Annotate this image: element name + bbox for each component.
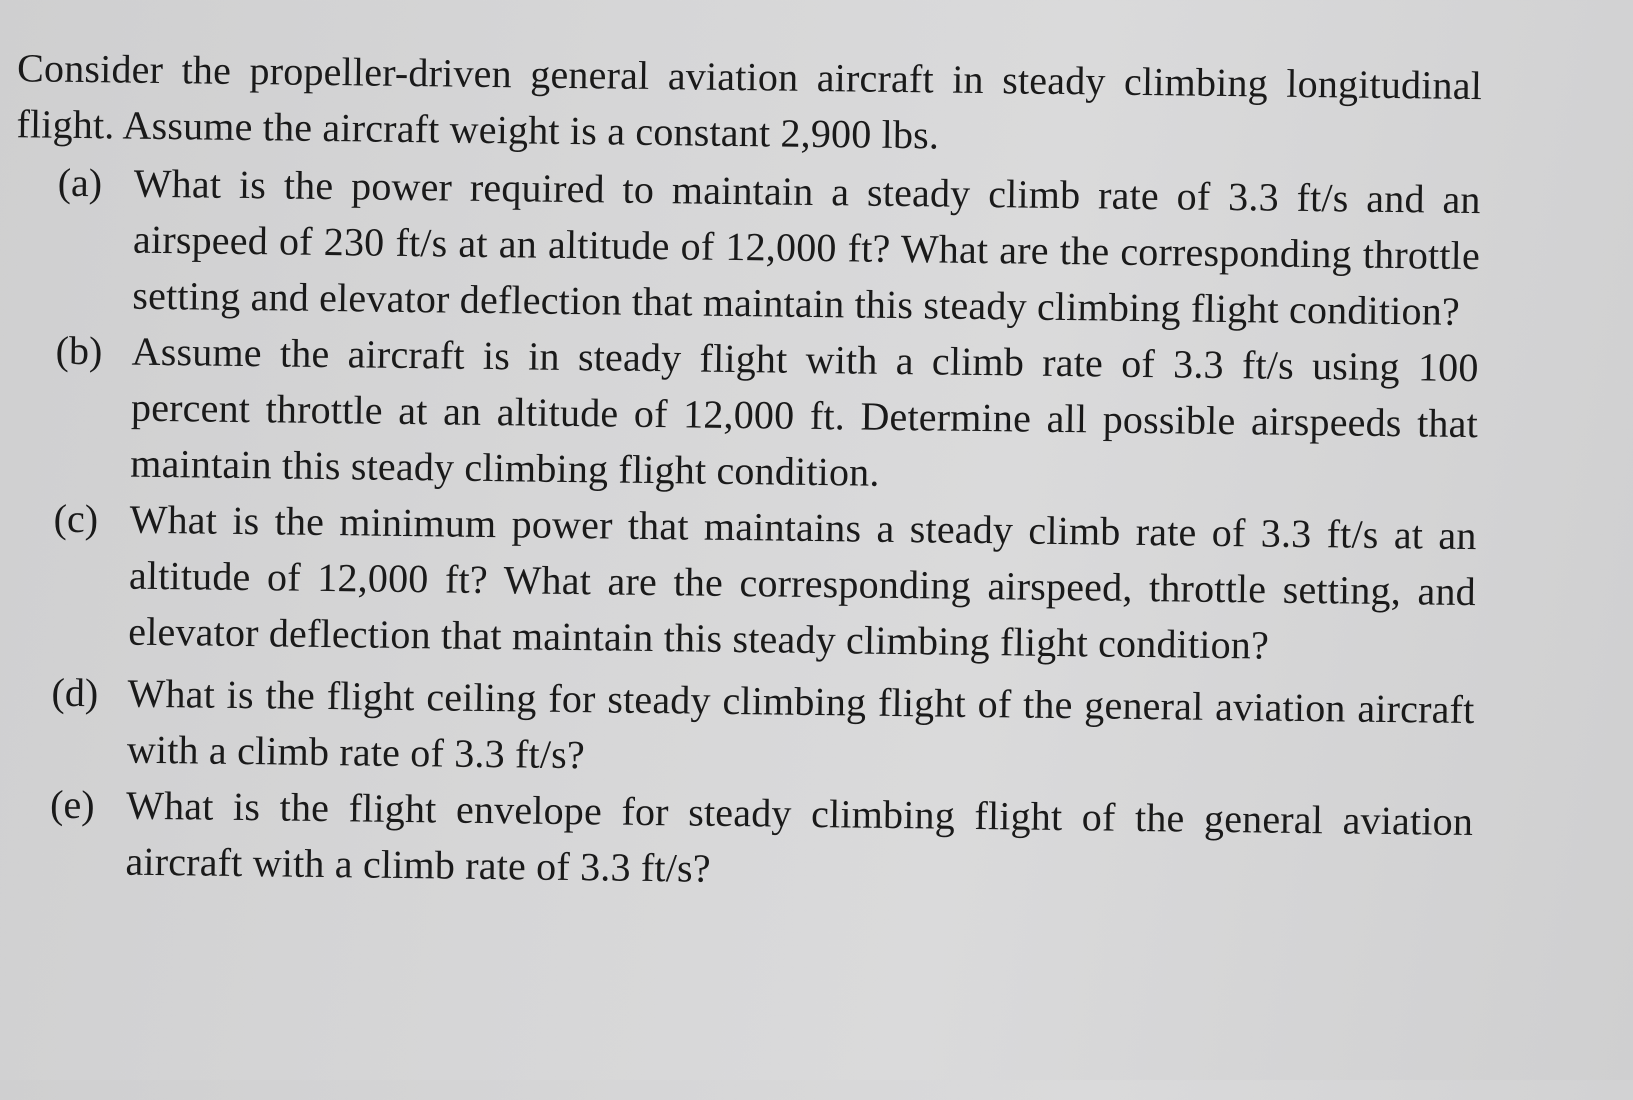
question-b xyxy=(12,322,1479,508)
question-text: What is the flight ceiling for steady climbing flight of the general aviation aircraft with a climb rate of 3.3 ft/s? xyxy=(126,670,1475,778)
question-text: What is the flight envelope for steady climbing flight of the general aviation aircraft with a climb rate of 3.3 ft/s? xyxy=(125,782,1474,891)
question-text: What is the power required to maintain a steady climb rate of 3.3 ft/s and an airspeed of 230 ft/s at an altitude of 12,000 ft? What are the corresponding throttle setting and elevator deflection that maintain this steady climbing flight condition? xyxy=(132,160,1481,334)
question-e xyxy=(7,776,1473,906)
question-c xyxy=(10,490,1477,676)
question-a xyxy=(14,154,1481,340)
question-d xyxy=(9,664,1475,794)
question-label: (c) xyxy=(53,495,99,542)
question-label: (a) xyxy=(57,159,103,206)
question-label: (e) xyxy=(49,781,95,828)
problem-intro: Consider the propeller-driven general aviation aircraft in steady climbing longitudinal flight. Assume the aircraft weight is a constant 2,900 lbs. xyxy=(16,45,1483,158)
question-text: What is the minimum power that maintains a steady climb rate of 3.3 ft/s at an altitude of 12,000 ft? What are the corresponding airspeed, throttle setting, and elevator deflection that maintain this steady climbing flight condition? xyxy=(128,496,1477,668)
question-list xyxy=(7,154,1481,906)
question-text: Assume the aircraft is in steady flight with a climb rate of 3.3 ft/s using 100 percent throttle at an altitude of 12,000 ft. Determine all possible airspeeds that maintain this steady climbing flight condition. xyxy=(130,328,1479,495)
question-label: (b) xyxy=(55,327,103,374)
question-label: (d) xyxy=(51,669,99,716)
